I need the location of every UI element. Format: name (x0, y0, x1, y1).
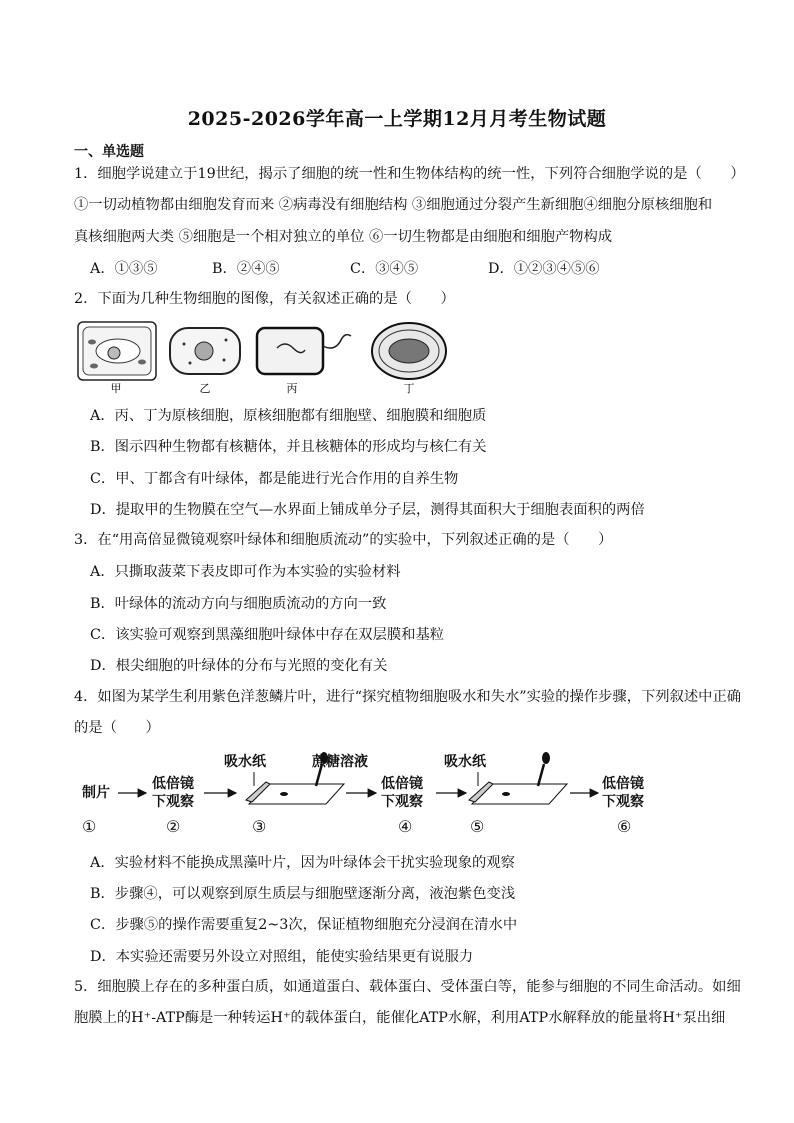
q1-stem: 1．细胞学说建立于19世纪，揭示了细胞的统一性和生物体结构的统一性，下列符合细胞学说的是（ ） (74, 166, 745, 182)
sucrose-solution-label: 蔗糖溶液 (312, 754, 368, 770)
step-num-5: ⑤ (470, 817, 485, 836)
step-6-label-a: 低倍镜 (602, 776, 644, 792)
q1-option-d: D．①②③④⑤⑥ (488, 261, 600, 277)
q2-option-c: C．甲、丁都含有叶绿体，都是能进行光合作用的自养生物 (90, 471, 459, 487)
cell-ding-image (372, 323, 446, 379)
cell-jia-image (78, 322, 156, 380)
q3-option-b: B．叶绿体的流动方向与细胞质流动的方向一致 (90, 596, 387, 612)
q1-stem-line3: 真核细胞两大类 ⑤细胞是一个相对独立的单位 ⑥一切生物都是由细胞和细胞产物构成 (74, 229, 613, 245)
step-num-6: ⑥ (617, 817, 632, 836)
q4-procedure-figure (74, 744, 644, 842)
section-heading: 一、单选题 (74, 144, 144, 160)
q1-option-a: A．①③⑤ (90, 261, 158, 277)
step-2-label-a: 低倍镜 (152, 776, 194, 792)
label-jia: 甲 (110, 382, 122, 395)
q3-option-c: C．该实验可观察到黑藻细胞叶绿体中存在双层膜和基粒 (90, 627, 445, 643)
step-num-3: ③ (252, 817, 267, 836)
q4-option-c: C．步骤⑤的操作需要重复2~3次，保证植物细胞充分浸润在清水中 (90, 917, 518, 933)
q4-option-d: D．本实验还需要另外设立对照组，能使实验结果更有说服力 (90, 949, 474, 965)
q4-stem: 4．如图为某学生利用紫色洋葱鳞片叶，进行“探究植物细胞吸水和失水”实验的操作步骤，下列叙述中正确 (74, 689, 742, 705)
step-num-1: ① (82, 817, 97, 836)
blotting-paper-label-1: 吸水纸 (224, 754, 266, 770)
cell-yi-image (170, 328, 240, 374)
q2-option-b: B．图示四种生物都有核糖体，并且核糖体的形成均与核仁有关 (90, 439, 487, 455)
q1-option-c: C．③④⑤ (350, 261, 419, 277)
q5-stem: 5．细胞膜上存在的多种蛋白质，如通道蛋白、载体蛋白、受体蛋白等，能参与细胞的不同生命活动。如细 (74, 979, 741, 995)
q2-stem: 2．下面为几种生物细胞的图像，有关叙述正确的是（ ） (74, 291, 455, 307)
blotting-paper-label-2: 吸水纸 (444, 754, 486, 770)
label-ding: 丁 (403, 382, 415, 395)
q3-option-a: A．只撕取菠菜下表皮即可作为本实验的实验材料 (90, 564, 401, 580)
label-yi: 乙 (199, 382, 211, 395)
step-4-label-b: 下观察 (381, 794, 423, 810)
q3-stem: 3．在“用高倍显微镜观察叶绿体和细胞质流动”的实验中，下列叙述正确的是（ ） (74, 532, 613, 548)
step-num-2: ② (166, 817, 181, 836)
cell-bing-image (257, 328, 351, 374)
step-2-label-b: 下观察 (152, 794, 194, 810)
step-4-label-a: 低倍镜 (381, 776, 423, 792)
q4-stem-line2: 的是（ ） (74, 720, 160, 736)
q2-cell-figure (74, 316, 474, 398)
q1-stem-line2: ①一切动植物都由细胞发育而来 ②病毒没有细胞结构 ③细胞通过分裂产生新细胞④细胞分原核细胞和 (74, 197, 713, 213)
step-num-4: ④ (398, 817, 413, 836)
step-6-label-b: 下观察 (602, 794, 644, 810)
q4-option-b: B．步骤④，可以观察到原生质层与细胞壁逐渐分离，液泡紫色变浅 (90, 886, 516, 902)
q2-option-a: A．丙、丁为原核细胞，原核细胞都有细胞壁、细胞膜和细胞质 (90, 408, 487, 424)
page-title: 2025-2026学年高一上学期12月月考生物试题 (187, 108, 607, 130)
label-bing: 丙 (286, 382, 298, 395)
q2-option-d: D．提取甲的生物膜在空气—水界面上铺成单分子层，测得其面积大于细胞表面积的两倍 (90, 502, 645, 518)
step-1-label: 制片 (82, 785, 110, 801)
q1-option-b: B．②④⑤ (212, 261, 280, 277)
q4-option-a: A．实验材料不能换成黑藻叶片，因为叶绿体会干扰实验现象的观察 (90, 855, 515, 871)
q3-option-d: D．根尖细胞的叶绿体的分布与光照的变化有关 (90, 658, 388, 674)
q5-stem-line2: 胞膜上的H⁺-ATP酶是一种转运H⁺的载体蛋白，能催化ATP水解，利用ATP水解释放的能量将H⁺泵出细 (74, 1010, 726, 1026)
